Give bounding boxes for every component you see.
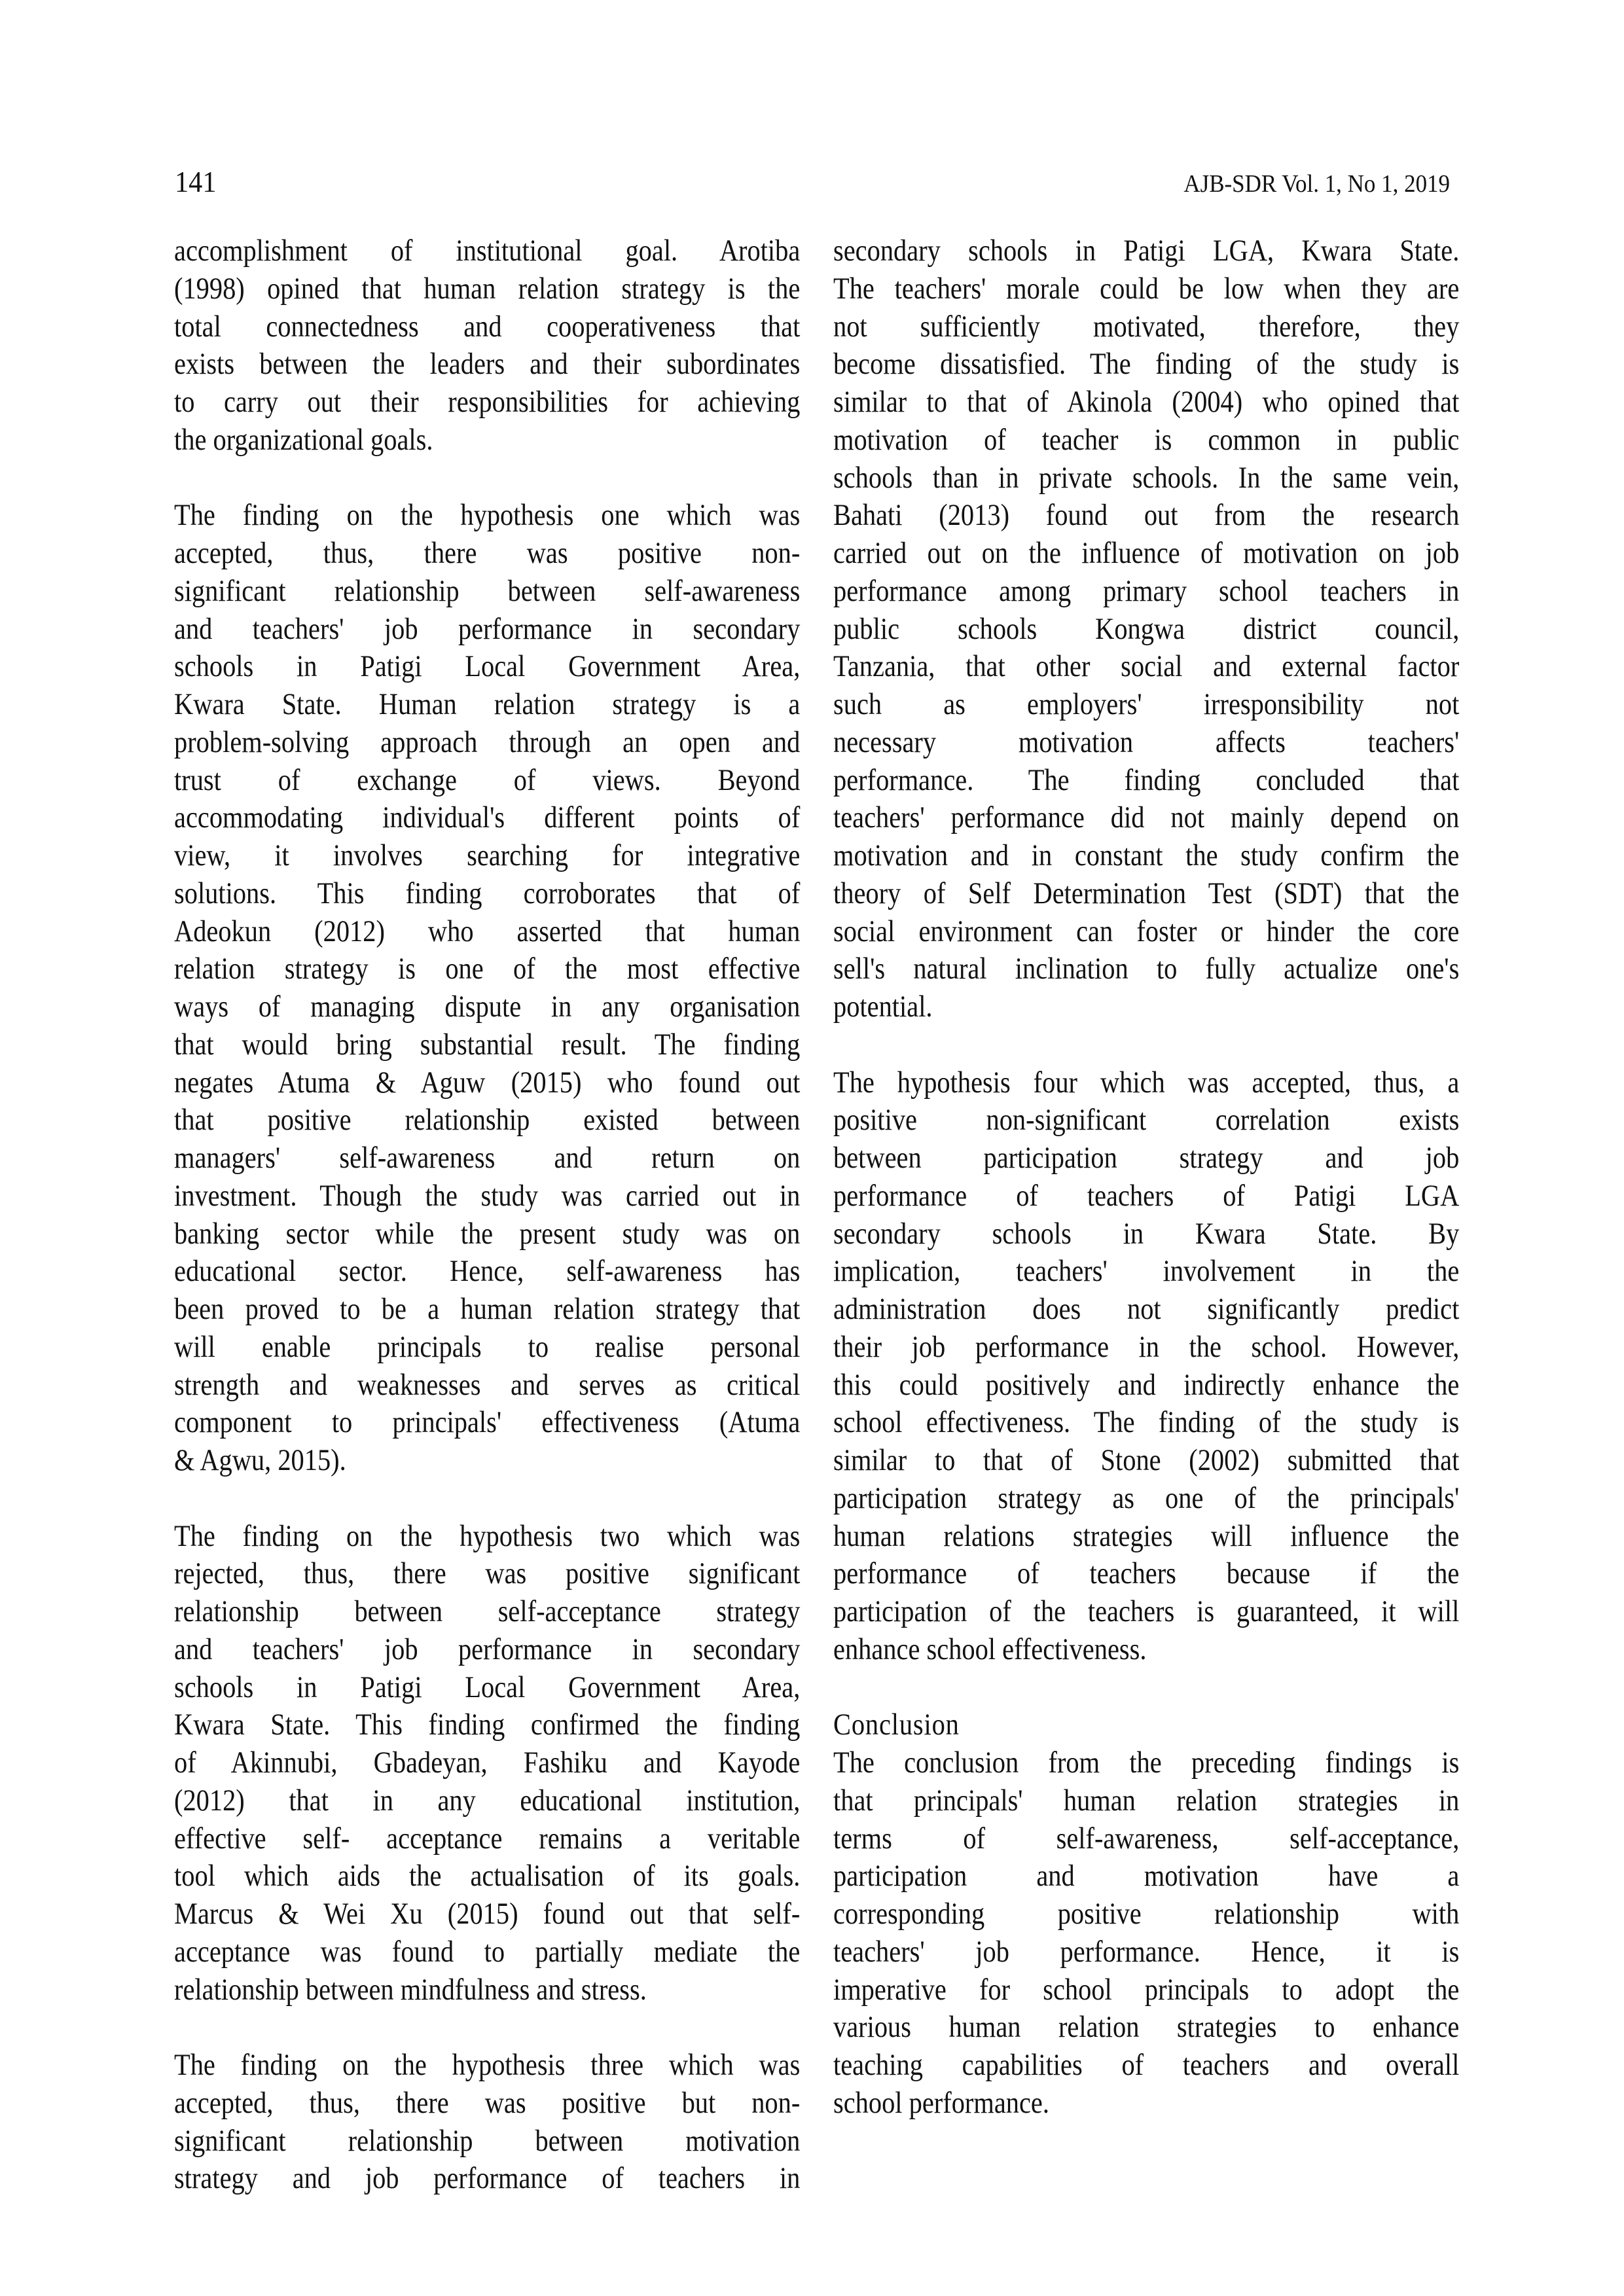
text-line: accepted, thus, there was positive non-	[174, 536, 801, 570]
text-line: that would bring substantial result. The finding	[174, 1027, 801, 1062]
paragraph-spacer	[174, 1480, 800, 1518]
text-line: performance. The finding concluded that	[833, 762, 1460, 797]
text-line: administration does not significantly predict	[833, 1292, 1460, 1326]
text-line: exists between the leaders and their subordinates	[174, 347, 801, 382]
text-line: human relations strategies will influence the	[833, 1518, 1460, 1553]
text-line: similar to that of Akinola (2004) who opined that	[833, 385, 1460, 419]
text-line: negates Atuma & Aguw (2015) who found out	[174, 1065, 801, 1100]
text-line: public schools Kongwa district council,	[833, 611, 1460, 646]
text-line: rejected, thus, there was positive significant	[174, 1556, 801, 1591]
text-line: school effectiveness. The finding of the study is	[833, 1405, 1460, 1440]
text-line: Kwara State. This finding confirmed the finding	[174, 1708, 801, 1742]
text-line: to carry out their responsibilities for achieving	[174, 385, 801, 419]
text-line: imperative for school principals to adopt the	[833, 1972, 1460, 2007]
text-line: teachers' performance did not mainly depend on	[833, 800, 1460, 835]
text-line: secondary schools in Patigi LGA, Kwara State.	[833, 234, 1460, 268]
text-line: social environment can foster or hinder the core	[833, 914, 1460, 948]
text-line: various human relation strategies to enhance	[833, 2010, 1460, 2045]
text-line: the organizational goals.	[174, 422, 433, 457]
paragraph	[833, 1064, 1459, 1669]
text-line: relation strategy is one of the most effective	[174, 952, 801, 986]
left-column	[174, 232, 800, 2198]
text-line: been proved to be a human relation strategy that	[174, 1292, 801, 1326]
text-line: tool which aids the actualisation of its goals.	[174, 1859, 801, 1893]
text-line: enhance school effectiveness.	[833, 1632, 1147, 1666]
page-number: 141	[175, 165, 217, 198]
text-line: Marcus & Wei Xu (2015) found out that self-	[174, 1897, 801, 1931]
text-line: participation and motivation have a	[833, 1859, 1460, 1893]
text-line: secondary schools in Kwara State. By	[833, 1216, 1460, 1251]
text-line: component to principals' effectiveness (Atuma	[174, 1405, 801, 1440]
text-line: relationship between mindfulness and stress.	[174, 1972, 647, 2007]
text-line: their job performance in the school. However,	[833, 1329, 1460, 1364]
text-line: this could positively and indirectly enhance the	[833, 1367, 1460, 1402]
text-line: implication, teachers' involvement in the	[833, 1254, 1460, 1289]
text-line: schools in Patigi Local Government Area,	[174, 649, 801, 684]
text-line: performance of teachers of Patigi LGA	[833, 1178, 1460, 1213]
text-line: accomplishment of institutional goal. Arotiba	[174, 234, 801, 268]
text-line: similar to that of Stone (2002) submitted that	[833, 1443, 1460, 1477]
text-line: significant relationship between motivation	[174, 2123, 801, 2158]
paragraph-spacer	[174, 2009, 800, 2047]
section-heading-conclusion: Conclusion	[833, 1708, 960, 1742]
text-line: participation of the teachers is guaranteed, it will	[833, 1594, 1460, 1628]
text-line: acceptance was found to partially mediate the	[174, 1934, 801, 1969]
text-line: trust of exchange of views. Beyond	[174, 762, 801, 797]
text-line: schools in Patigi Local Government Area,	[174, 1670, 801, 1704]
text-line: sell's natural inclination to fully actualize one's	[833, 952, 1460, 986]
text-line: become dissatisfied. The finding of the study is	[833, 347, 1460, 382]
text-line: positive non-significant correlation exists	[833, 1103, 1460, 1138]
text-line: school performance.	[833, 2085, 1049, 2120]
text-line: corresponding positive relationship with	[833, 1897, 1460, 1931]
text-line: view, it involves searching for integrative	[174, 838, 801, 872]
text-line: The teachers' morale could be low when they are	[833, 271, 1460, 306]
journal-reference: AJB-SDR Vol. 1, No 1, 2019	[1183, 170, 1450, 198]
text-line: educational sector. Hence, self-awareness has	[174, 1254, 801, 1289]
text-line: teaching capabilities of teachers and overall	[833, 2048, 1460, 2082]
text-line: strategy and job performance of teachers in	[174, 2161, 801, 2196]
text-line: The finding on the hypothesis two which was	[174, 1518, 801, 1553]
text-line: (1998) opined that human relation strategy is the	[174, 271, 801, 306]
text-line: of Akinnubi, Gbadeyan, Fashiku and Kayode	[174, 1746, 801, 1780]
text-line: banking sector while the present study was on	[174, 1216, 801, 1251]
text-line: performance among primary school teachers in	[833, 573, 1460, 608]
paragraph	[174, 2047, 800, 2198]
conclusion-paragraph	[833, 1744, 1459, 2123]
text-line: motivation of teacher is common in public	[833, 422, 1460, 457]
text-line: & Agwu, 2015).	[174, 1443, 346, 1477]
text-line: investment. Though the study was carried out in	[174, 1178, 801, 1213]
right-column	[833, 232, 1459, 2123]
page-header	[0, 0, 1624, 209]
text-line: The finding on the hypothesis one which was	[174, 498, 801, 533]
text-line: The hypothesis four which was accepted, thus, a	[833, 1065, 1460, 1100]
text-line: performance of teachers because if the	[833, 1556, 1460, 1591]
paragraph	[833, 232, 1459, 1026]
text-line: relationship between self-acceptance strategy	[174, 1594, 801, 1628]
text-line: significant relationship between self-awareness	[174, 573, 801, 608]
text-line: The finding on the hypothesis three which was	[174, 2048, 801, 2082]
text-line: will enable principals to realise personal	[174, 1329, 801, 1364]
paragraph-spacer	[833, 1026, 1459, 1064]
text-line: that positive relationship existed between	[174, 1103, 801, 1138]
paragraph-spacer	[833, 1669, 1459, 1707]
text-line: The conclusion from the preceding findings is	[833, 1746, 1460, 1780]
text-line: that principals' human relation strategies in	[833, 1783, 1460, 1818]
text-line: theory of Self Determination Test (SDT) that the	[833, 876, 1460, 910]
paragraph-spacer	[174, 459, 800, 497]
paragraph	[174, 1518, 800, 2009]
text-line: carried out on the influence of motivation on job	[833, 536, 1460, 570]
text-line: potential.	[833, 990, 933, 1024]
text-line: problem-solving approach through an open and	[174, 725, 801, 759]
text-line: (2012) that in any educational institution,	[174, 1783, 801, 1818]
text-line: effective self- acceptance remains a veritable	[174, 1821, 801, 1856]
text-line: ways of managing dispute in any organisation	[174, 990, 801, 1024]
text-line: terms of self-awareness, self-acceptance,	[833, 1821, 1460, 1856]
text-line: participation strategy as one of the principals'	[833, 1480, 1460, 1515]
text-line: motivation and in constant the study confirm the	[833, 838, 1460, 872]
text-line: Kwara State. Human relation strategy is a	[174, 687, 801, 721]
text-line: managers' self-awareness and return on	[174, 1141, 801, 1175]
text-line: Adeokun (2012) who asserted that human	[174, 914, 801, 948]
text-line: Tanzania, that other social and external factor	[833, 649, 1460, 684]
text-line: between participation strategy and job	[833, 1141, 1460, 1175]
text-line: and teachers' job performance in secondary	[174, 1632, 801, 1666]
text-line: total connectedness and cooperativeness that	[174, 309, 801, 344]
text-line: teachers' job performance. Hence, it is	[833, 1934, 1460, 1969]
text-line: accommodating individual's different points of	[174, 800, 801, 835]
paragraph	[174, 232, 800, 459]
text-line: and teachers' job performance in secondary	[174, 611, 801, 646]
text-line: not sufficiently motivated, therefore, they	[833, 309, 1460, 344]
text-line: accepted, thus, there was positive but non-	[174, 2085, 801, 2120]
text-line: such as employers' irresponsibility not	[833, 687, 1460, 721]
paragraph	[174, 497, 800, 1480]
text-line: necessary motivation affects teachers'	[833, 725, 1460, 759]
text-line: strength and weaknesses and serves as critical	[174, 1367, 801, 1402]
text-line: solutions. This finding corroborates that of	[174, 876, 801, 910]
text-line: schools than in private schools. In the same vein,	[833, 460, 1460, 495]
text-line: Bahati (2013) found out from the research	[833, 498, 1460, 533]
